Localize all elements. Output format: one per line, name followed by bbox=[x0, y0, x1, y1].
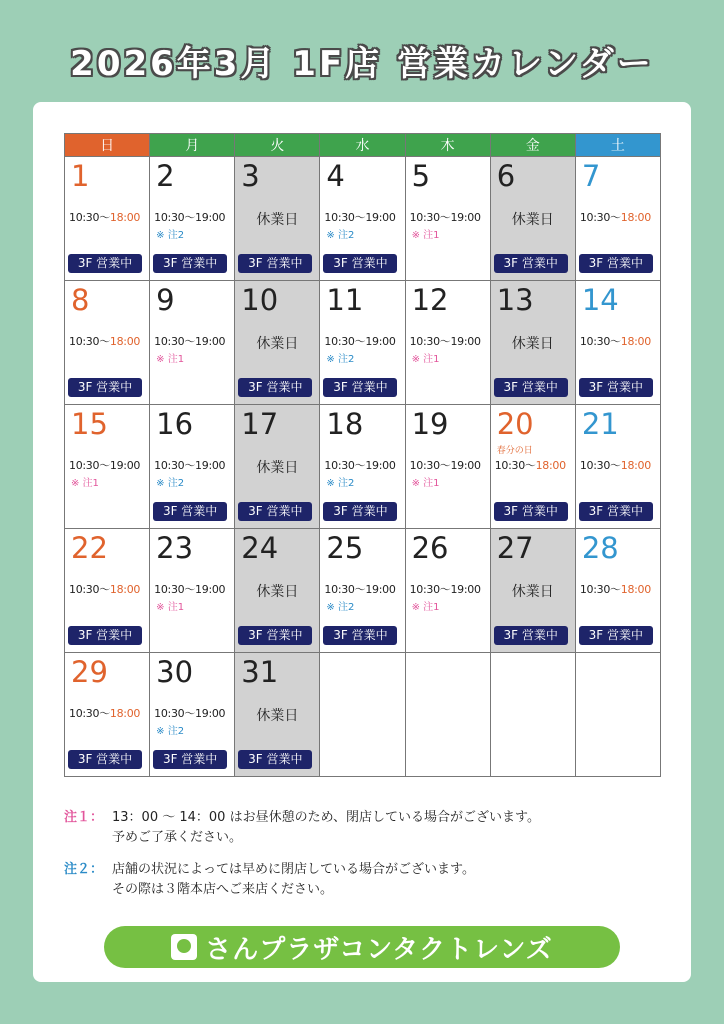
hours-start: 10:30～ bbox=[409, 583, 451, 596]
day-cell bbox=[235, 157, 320, 281]
hours-start: 10:30～ bbox=[154, 211, 196, 224]
day-number: 30 bbox=[156, 655, 194, 689]
closed-day-label: 休業日 bbox=[256, 336, 299, 352]
hours-start: 10:30～ bbox=[324, 211, 366, 224]
day-number: 1 bbox=[71, 159, 90, 193]
day-number: 16 bbox=[156, 407, 194, 441]
weekday-header: 木 bbox=[405, 134, 490, 157]
empty-day-cell bbox=[575, 653, 660, 777]
day-cell bbox=[575, 405, 660, 529]
brand-name: さんプラザコンタクトレンズ bbox=[205, 934, 553, 965]
hours-start: 10:30～ bbox=[69, 335, 110, 348]
hours-end: 19:00 bbox=[450, 583, 481, 596]
day-number: 25 bbox=[326, 531, 364, 565]
hours-end: 18:00 bbox=[620, 459, 651, 472]
closed-day-label: 休業日 bbox=[256, 584, 299, 600]
day-cell bbox=[490, 281, 575, 405]
hours-start: 10:30～ bbox=[69, 211, 110, 224]
third-floor-open-badge: 3F 営業中 bbox=[323, 254, 397, 273]
day-cell bbox=[320, 529, 405, 653]
day-cell bbox=[575, 529, 660, 653]
note-mark: ※ 注2 bbox=[156, 478, 185, 489]
third-floor-open-badge: 3F 営業中 bbox=[238, 626, 312, 645]
hours-end: 19:00 bbox=[450, 211, 481, 224]
business-hours bbox=[324, 457, 395, 473]
day-number: 24 bbox=[241, 531, 279, 565]
empty-day-cell bbox=[405, 653, 490, 777]
closed-day-label: 休業日 bbox=[256, 708, 299, 724]
third-floor-open-badge: 3F 営業中 bbox=[68, 626, 142, 645]
day-cell bbox=[235, 405, 320, 529]
third-floor-open-badge: 3F 営業中 bbox=[68, 750, 142, 769]
hours-end: 18:00 bbox=[620, 211, 651, 224]
hours-start: 10:30～ bbox=[324, 459, 366, 472]
note-1-text: 13：00 ～ 14：00 はお昼休憩のため、閉店している場合がございます。 予めご了承ください。 bbox=[112, 810, 541, 845]
day-number: 5 bbox=[411, 159, 431, 193]
third-floor-open-badge: 3F 営業中 bbox=[153, 502, 227, 521]
business-hours bbox=[154, 333, 225, 349]
note-2-tag: 注２： bbox=[64, 862, 104, 877]
brand-emblem-icon bbox=[171, 934, 197, 960]
day-cell bbox=[150, 281, 235, 405]
day-number: 13 bbox=[496, 283, 534, 317]
day-number: 15 bbox=[71, 407, 108, 441]
day-cell bbox=[320, 157, 405, 281]
day-number: 22 bbox=[71, 531, 108, 565]
business-hours bbox=[580, 581, 651, 597]
day-cell bbox=[150, 157, 235, 281]
day-number: 21 bbox=[581, 407, 619, 441]
business-hours bbox=[154, 209, 225, 225]
day-number: 12 bbox=[411, 283, 449, 317]
third-floor-open-badge: 3F 営業中 bbox=[494, 378, 568, 397]
hours-end: 19:00 bbox=[109, 459, 141, 472]
hours-start: 10:30～ bbox=[69, 583, 110, 596]
calendar-week-row bbox=[65, 653, 661, 777]
day-cell bbox=[150, 529, 235, 653]
hours-end: 19:00 bbox=[195, 335, 226, 348]
third-floor-open-badge: 3F 営業中 bbox=[323, 626, 397, 645]
day-cell bbox=[235, 281, 320, 405]
day-cell bbox=[235, 529, 320, 653]
weekday-header: 水 bbox=[320, 134, 405, 157]
note-mark: ※ 注2 bbox=[326, 478, 355, 489]
day-cell bbox=[405, 281, 490, 405]
business-hours bbox=[69, 333, 140, 349]
day-cell bbox=[405, 405, 490, 529]
hours-start: 10:30～ bbox=[324, 335, 366, 348]
hours-end: 18:00 bbox=[109, 211, 141, 224]
day-cell bbox=[490, 405, 575, 529]
third-floor-open-badge: 3F 営業中 bbox=[579, 254, 653, 273]
day-number: 3 bbox=[241, 159, 260, 193]
day-cell bbox=[65, 157, 150, 281]
hours-end: 18:00 bbox=[109, 335, 141, 348]
day-number: 11 bbox=[326, 283, 364, 317]
day-cell bbox=[490, 529, 575, 653]
day-number: 27 bbox=[496, 531, 534, 565]
notes-section bbox=[64, 808, 664, 912]
day-number: 19 bbox=[411, 407, 449, 441]
weekday-header: 金 bbox=[490, 134, 575, 157]
day-number: 8 bbox=[71, 283, 90, 317]
note-mark: ※ 注2 bbox=[156, 230, 185, 241]
business-hours bbox=[324, 209, 395, 225]
third-floor-open-badge: 3F 営業中 bbox=[238, 378, 312, 397]
third-floor-open-badge: 3F 営業中 bbox=[579, 378, 653, 397]
third-floor-open-badge: 3F 営業中 bbox=[238, 254, 312, 273]
business-hours bbox=[69, 209, 140, 225]
business-hours bbox=[410, 457, 481, 473]
business-hours bbox=[69, 457, 140, 473]
note-mark: ※ 注2 bbox=[156, 726, 185, 737]
day-number: 17 bbox=[241, 407, 279, 441]
day-cell bbox=[235, 653, 320, 777]
day-cell bbox=[575, 281, 660, 405]
day-cell bbox=[320, 405, 405, 529]
business-hours bbox=[410, 581, 481, 597]
hours-start: 10:30～ bbox=[409, 335, 451, 348]
day-cell bbox=[65, 653, 150, 777]
calendar-week-row bbox=[65, 281, 661, 405]
hours-end: 19:00 bbox=[365, 459, 396, 472]
hours-start: 10:30～ bbox=[579, 211, 621, 224]
day-cell bbox=[405, 529, 490, 653]
hours-end: 19:00 bbox=[195, 211, 226, 224]
note-2 bbox=[64, 860, 664, 900]
day-number: 18 bbox=[326, 407, 364, 441]
third-floor-open-badge: 3F 営業中 bbox=[68, 254, 142, 273]
note-mark: ※ 注1 bbox=[156, 602, 185, 613]
note-mark: ※ 注2 bbox=[326, 354, 355, 365]
hours-end: 19:00 bbox=[365, 335, 396, 348]
empty-day-cell bbox=[320, 653, 405, 777]
business-hours bbox=[154, 457, 225, 473]
third-floor-open-badge: 3F 営業中 bbox=[153, 254, 227, 273]
business-hours bbox=[410, 209, 481, 225]
hours-end: 18:00 bbox=[109, 707, 141, 720]
business-hours bbox=[495, 457, 566, 473]
day-number: 26 bbox=[411, 531, 449, 565]
hours-end: 19:00 bbox=[195, 583, 226, 596]
holiday-label: 春分の日 bbox=[496, 446, 533, 456]
weekday-header-row bbox=[65, 134, 661, 157]
business-hours bbox=[580, 209, 651, 225]
third-floor-open-badge: 3F 営業中 bbox=[238, 750, 312, 769]
hours-start: 10:30～ bbox=[154, 583, 196, 596]
note-2-text: 店舗の状況によっては早めに閉店している場合がございます。 その際は３階本店へご来店ください。 bbox=[112, 862, 475, 897]
hours-start: 10:30～ bbox=[579, 335, 621, 348]
hours-start: 10:30～ bbox=[579, 583, 621, 596]
day-cell bbox=[150, 405, 235, 529]
note-mark: ※ 注2 bbox=[326, 230, 355, 241]
day-cell bbox=[65, 405, 150, 529]
page-title: 2026年3月 1F店 営業カレンダー bbox=[70, 44, 654, 84]
note-mark: ※ 注1 bbox=[411, 230, 440, 241]
hours-end: 19:00 bbox=[365, 583, 396, 596]
third-floor-open-badge: 3F 営業中 bbox=[153, 750, 227, 769]
day-cell bbox=[65, 529, 150, 653]
day-number: 10 bbox=[241, 283, 279, 317]
hours-start: 10:30～ bbox=[154, 335, 196, 348]
hours-end: 18:00 bbox=[535, 459, 566, 472]
day-number: 29 bbox=[71, 655, 108, 689]
hours-end: 19:00 bbox=[365, 211, 396, 224]
day-number: 2 bbox=[156, 159, 175, 193]
business-hours bbox=[580, 333, 651, 349]
calendar-body bbox=[65, 157, 661, 777]
weekday-header: 日 bbox=[65, 134, 150, 157]
third-floor-open-badge: 3F 営業中 bbox=[579, 502, 653, 521]
business-hours bbox=[324, 581, 395, 597]
day-number: 6 bbox=[496, 159, 516, 193]
day-cell bbox=[320, 281, 405, 405]
day-number: 14 bbox=[581, 283, 619, 317]
note-mark: ※ 注1 bbox=[156, 354, 185, 365]
hours-end: 18:00 bbox=[109, 583, 141, 596]
weekday-header: 火 bbox=[235, 134, 320, 157]
business-hours bbox=[410, 333, 481, 349]
note-1 bbox=[64, 808, 664, 848]
closed-day-label: 休業日 bbox=[511, 212, 554, 228]
day-number: 4 bbox=[326, 159, 345, 193]
day-number: 20 bbox=[496, 407, 534, 441]
business-hours bbox=[154, 581, 225, 597]
closed-day-label: 休業日 bbox=[256, 212, 299, 228]
third-floor-open-badge: 3F 営業中 bbox=[68, 378, 142, 397]
hours-start: 10:30～ bbox=[409, 459, 451, 472]
brand-logo bbox=[104, 926, 620, 968]
day-cell bbox=[65, 281, 150, 405]
closed-day-label: 休業日 bbox=[511, 584, 554, 600]
business-hours bbox=[580, 457, 651, 473]
day-cell bbox=[490, 157, 575, 281]
day-cell bbox=[150, 653, 235, 777]
hours-end: 19:00 bbox=[450, 459, 481, 472]
third-floor-open-badge: 3F 営業中 bbox=[494, 626, 568, 645]
hours-start: 10:30～ bbox=[324, 583, 366, 596]
hours-start: 10:30～ bbox=[494, 459, 536, 472]
note-1-tag: 注１： bbox=[64, 810, 104, 825]
note-mark: ※ 注1 bbox=[411, 602, 440, 613]
note-mark: ※ 注1 bbox=[411, 354, 440, 365]
calendar-table bbox=[64, 133, 661, 777]
business-hours bbox=[324, 333, 395, 349]
weekday-header: 土 bbox=[575, 134, 660, 157]
weekday-header: 月 bbox=[150, 134, 235, 157]
third-floor-open-badge: 3F 営業中 bbox=[323, 378, 397, 397]
calendar-week-row bbox=[65, 405, 661, 529]
business-hours bbox=[69, 581, 140, 597]
note-mark: ※ 注1 bbox=[411, 478, 440, 489]
empty-day-cell bbox=[490, 653, 575, 777]
third-floor-open-badge: 3F 営業中 bbox=[238, 502, 312, 521]
third-floor-open-badge: 3F 営業中 bbox=[494, 254, 568, 273]
hours-end: 19:00 bbox=[195, 707, 226, 720]
hours-start: 10:30～ bbox=[579, 459, 621, 472]
calendar-week-row bbox=[65, 529, 661, 653]
calendar-week-row bbox=[65, 157, 661, 281]
third-floor-open-badge: 3F 営業中 bbox=[579, 626, 653, 645]
business-hours bbox=[154, 705, 225, 721]
note-mark: ※ 注1 bbox=[71, 478, 99, 489]
hours-start: 10:30～ bbox=[154, 459, 196, 472]
hours-end: 18:00 bbox=[620, 335, 651, 348]
business-hours bbox=[69, 705, 140, 721]
hours-end: 18:00 bbox=[620, 583, 651, 596]
hours-end: 19:00 bbox=[450, 335, 481, 348]
day-number: 7 bbox=[581, 159, 601, 193]
day-cell bbox=[405, 157, 490, 281]
third-floor-open-badge: 3F 営業中 bbox=[323, 502, 397, 521]
closed-day-label: 休業日 bbox=[256, 460, 299, 476]
day-number: 9 bbox=[156, 283, 175, 317]
closed-day-label: 休業日 bbox=[511, 336, 554, 352]
day-number: 23 bbox=[156, 531, 194, 565]
note-mark: ※ 注2 bbox=[326, 602, 355, 613]
hours-start: 10:30～ bbox=[409, 211, 451, 224]
hours-end: 19:00 bbox=[195, 459, 226, 472]
day-number: 31 bbox=[241, 655, 279, 689]
hours-start: 10:30～ bbox=[154, 707, 196, 720]
hours-start: 10:30～ bbox=[69, 707, 110, 720]
third-floor-open-badge: 3F 営業中 bbox=[494, 502, 568, 521]
hours-start: 10:30～ bbox=[69, 459, 110, 472]
day-number: 28 bbox=[581, 531, 619, 565]
day-cell bbox=[575, 157, 660, 281]
